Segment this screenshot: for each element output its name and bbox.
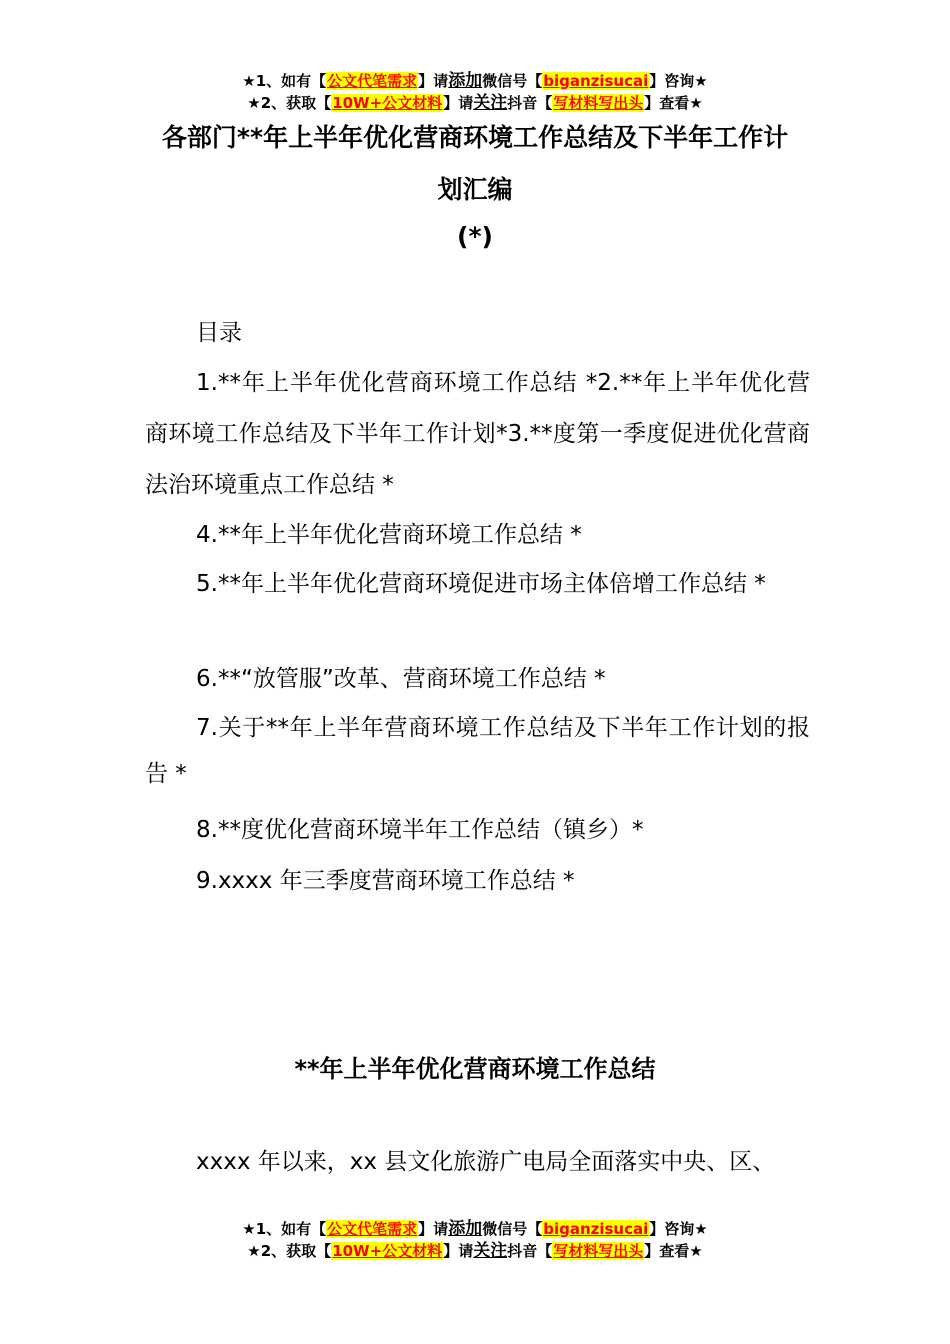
toc-entry-4: 4.**年上半年优化营商环境工作总结 * [196,522,582,548]
document-title-mark: (*) [457,222,493,251]
toc-heading: 目录 [196,320,242,346]
document-title-line-1: 各部门**年上半年优化营商环境工作总结及下半年工作计 [161,123,789,152]
materials-highlight: 10W+公文材料 [332,1242,443,1260]
banner-emphasis: 添加 [448,1219,483,1239]
banner-text: 抖音【 [507,1242,553,1260]
wechat-id-highlight: biganzisucai [543,72,649,90]
banner-line-2 [0,92,950,114]
body-paragraph: xxxx 年以来，xx 县文化旅游广电局全面落实中央、区、 [196,1149,776,1175]
banner-text: 】查看★ [644,94,703,112]
banner-emphasis: 关注 [473,93,508,113]
banner-line-2 [0,1240,950,1262]
banner-emphasis: 关注 [473,1241,508,1261]
banner-line-1 [0,70,950,92]
banner-text: 】请 [418,72,449,90]
materials-highlight: 10W+公文材料 [332,94,443,112]
section-title: **年上半年优化营商环境工作总结 [294,1055,656,1083]
toc-entry-6: 6.**“放管服”改革、营商环境工作总结 * [196,666,606,692]
banner-text: ★1、如有【 [242,72,327,90]
banner-text: 】查看★ [644,1242,703,1260]
banner-text: 抖音【 [507,94,553,112]
banner-text: 】请 [443,1242,474,1260]
toc-entry-9: 9.xxxx 年三季度营商环境工作总结 * [196,868,575,894]
banner-text: ★2、获取【 [247,1242,332,1260]
douyin-id-highlight: 写材料写出头 [553,1242,644,1260]
banner-text: 】咨询★ [649,1220,708,1238]
toc-entry-8: 8.**度优化营商环境半年工作总结（镇乡）* [196,817,644,843]
banner-text: 】请 [443,94,474,112]
document-title-line-2: 划汇编 [437,175,513,204]
toc-entry-7: 7.关于**年上半年营商环境工作总结及下半年工作计划的报告 * [145,715,810,787]
service-highlight: 公文代笔需求 [327,1220,418,1238]
banner-text: 微信号【 [482,72,543,90]
banner-line-1 [0,1218,950,1240]
banner-text: 微信号【 [482,1220,543,1238]
banner-text: ★2、获取【 [247,94,332,112]
banner-text: 】请 [418,1220,449,1238]
banner-text: ★1、如有【 [242,1220,327,1238]
toc-entry-1-3: 1.**年上半年优化营商环境工作总结 *2.**年上半年优化营商环境工作总结及下半年工作计划*3.**度第一季度促进优化营商法治环境重点工作总结 * [145,370,810,498]
service-highlight: 公文代笔需求 [327,72,418,90]
wechat-id-highlight: biganzisucai [543,1220,649,1238]
banner-text: 】咨询★ [649,72,708,90]
douyin-id-highlight: 写材料写出头 [553,94,644,112]
footer-banner [0,1218,950,1262]
header-banner [0,70,950,114]
toc-entry-5: 5.**年上半年优化营商环境促进市场主体倍增工作总结 * [196,571,766,597]
banner-emphasis: 添加 [448,71,483,91]
